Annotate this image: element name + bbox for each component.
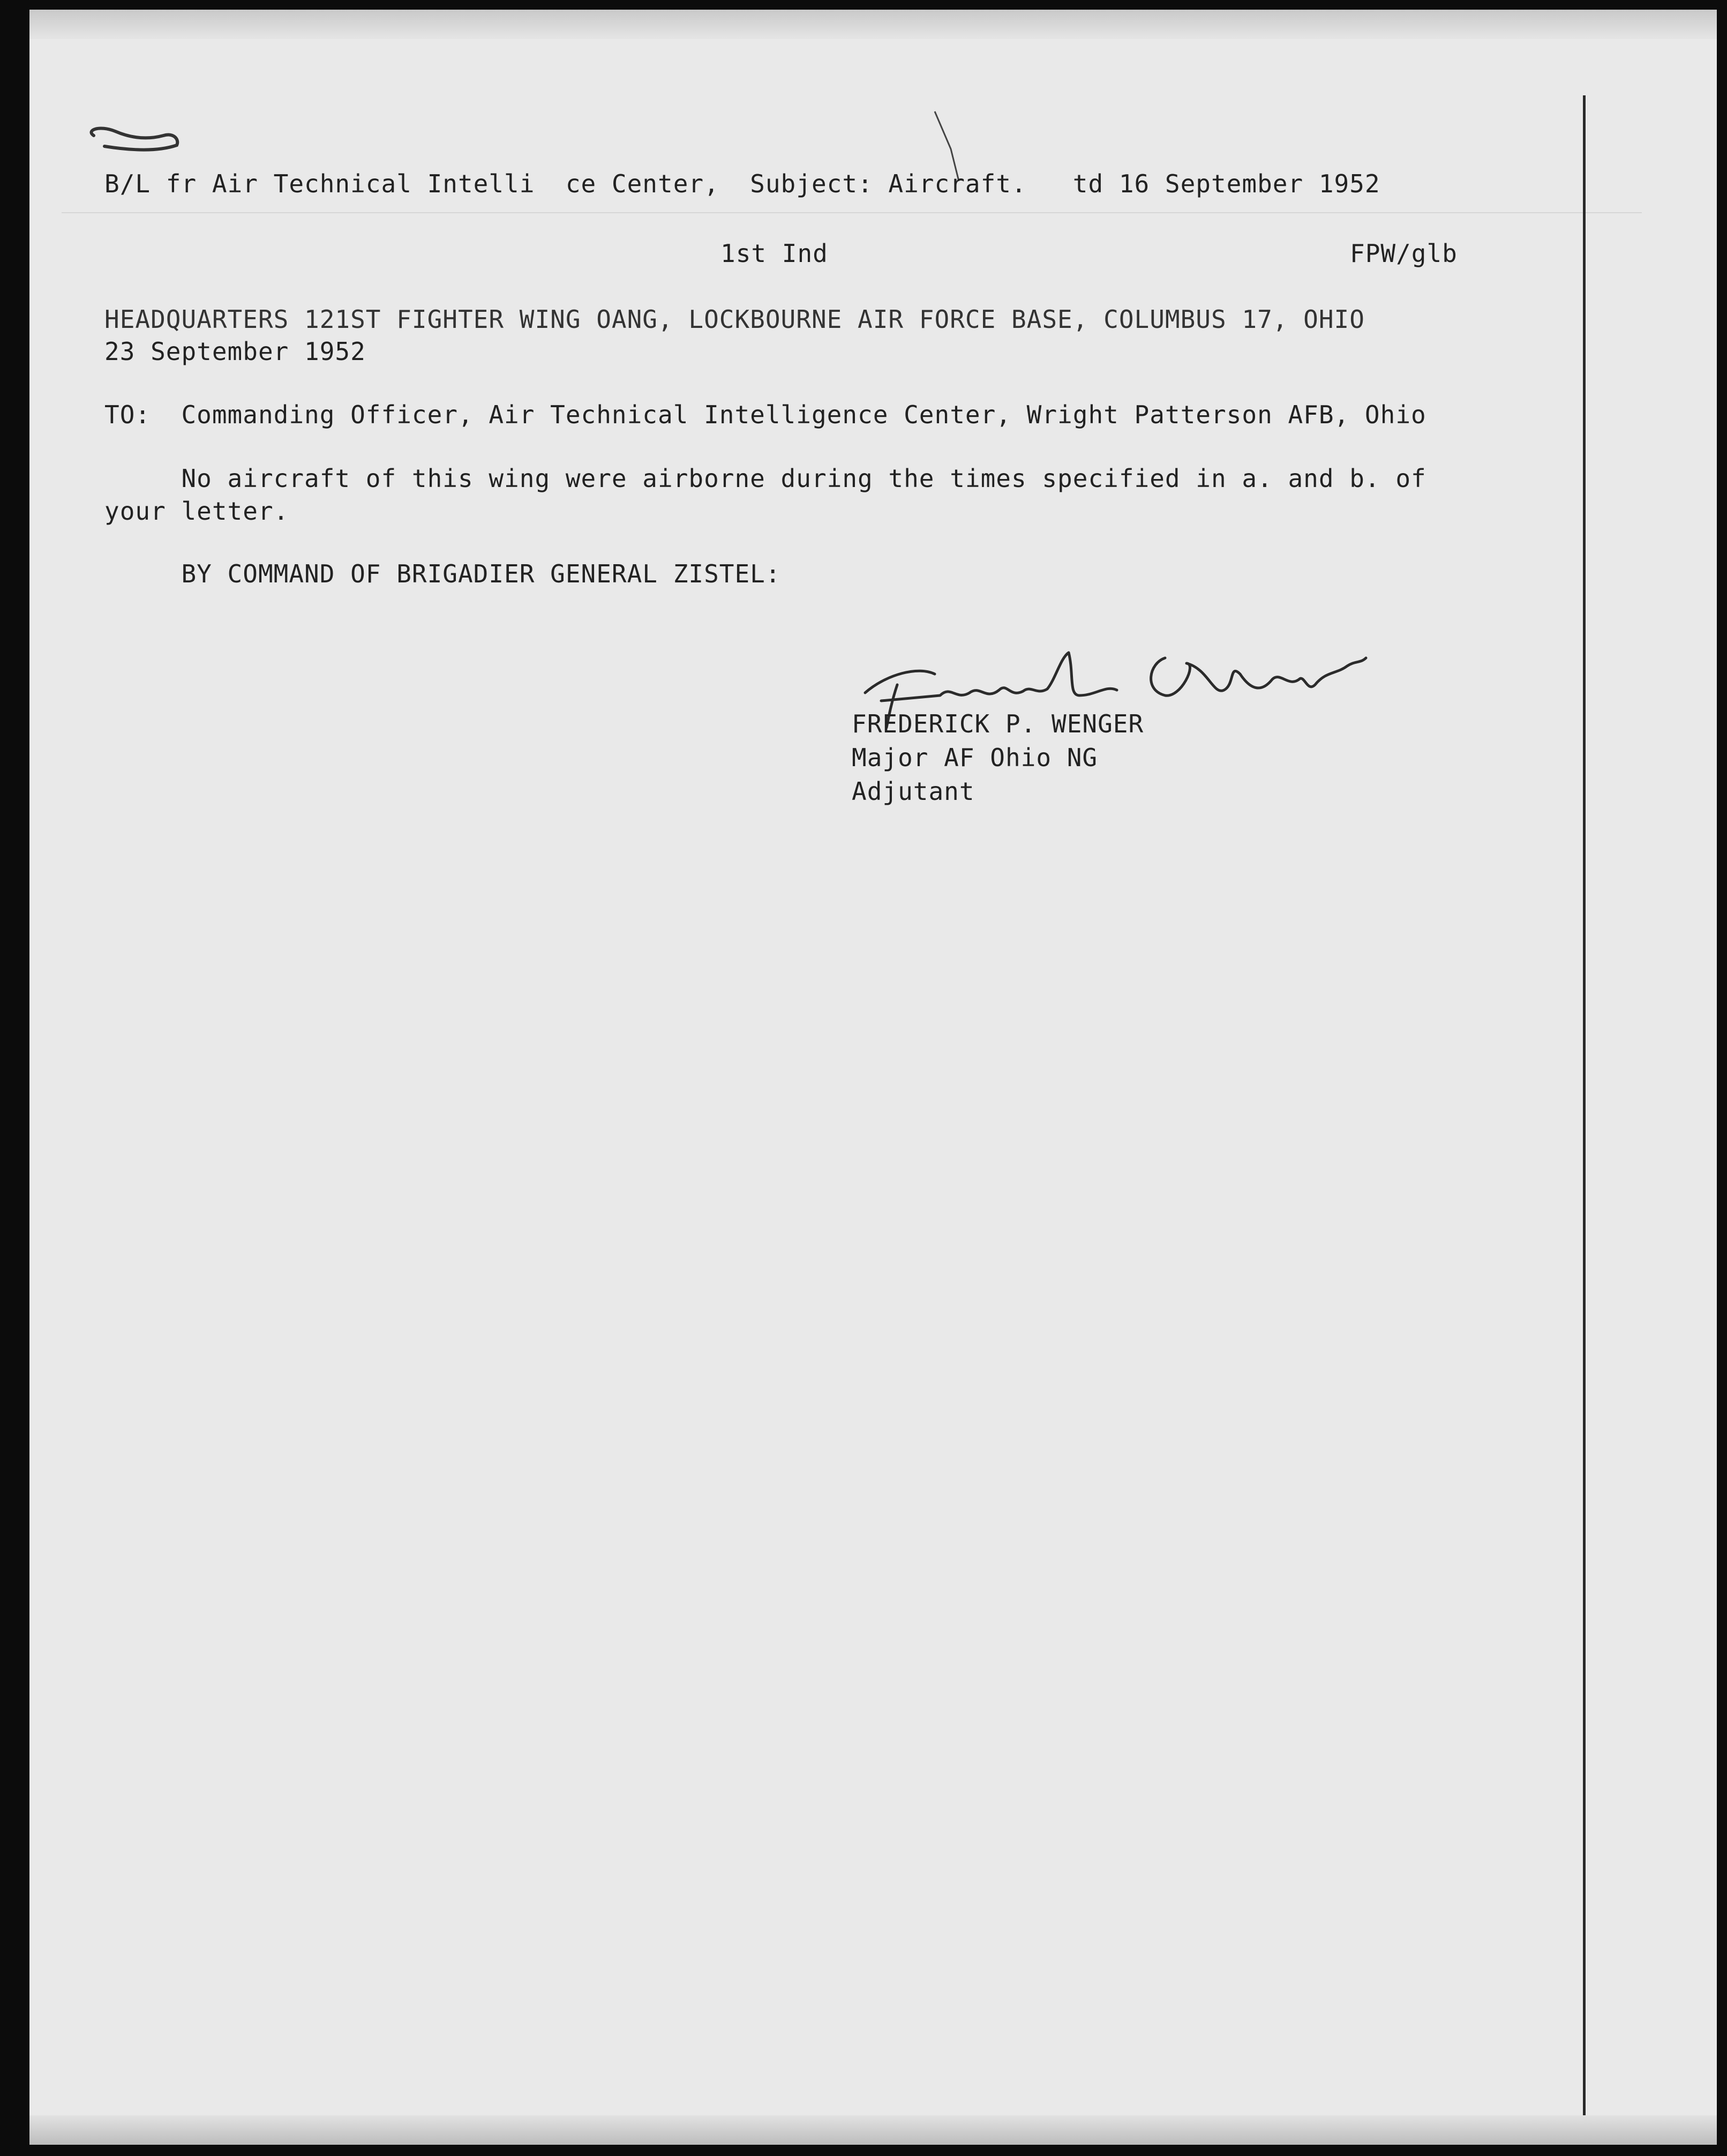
page-top-edge: [29, 10, 1717, 39]
fold-line: [62, 212, 1642, 213]
body-line-2: your letter.: [104, 497, 289, 526]
to-line: TO: Commanding Officer, Air Technical Intelligence Center, Wright Patterson AFB, Ohio: [104, 400, 1426, 429]
signer-name: FREDERICK P. WENGER: [852, 709, 1144, 738]
reference-line: B/L fr Air Technical Intelli ce Center, Subject: Aircraft. td 16 September 1952: [104, 169, 1380, 198]
right-page-edge: [1583, 95, 1586, 2131]
body-line-1: No aircraft of this wing were airborne during the times specified in a. and b. of: [104, 464, 1426, 493]
page-bottom-edge: [29, 2115, 1717, 2145]
signer-title: Adjutant: [852, 777, 975, 806]
pencil-mark: [83, 114, 201, 162]
date-line: 23 September 1952: [104, 337, 366, 366]
initials: FPW/glb: [1350, 239, 1458, 268]
document-page: [29, 10, 1717, 2145]
command-line: BY COMMAND OF BRIGADIER GENERAL ZISTEL:: [104, 559, 781, 588]
signer-rank: Major AF Ohio NG: [852, 743, 1098, 772]
indorsement-label: 1st Ind: [720, 239, 828, 268]
headquarters-line: HEADQUARTERS 121ST FIGHTER WING OANG, LOCKBOURNE AIR FORCE BASE, COLUMBUS 17, OHIO: [104, 305, 1365, 334]
